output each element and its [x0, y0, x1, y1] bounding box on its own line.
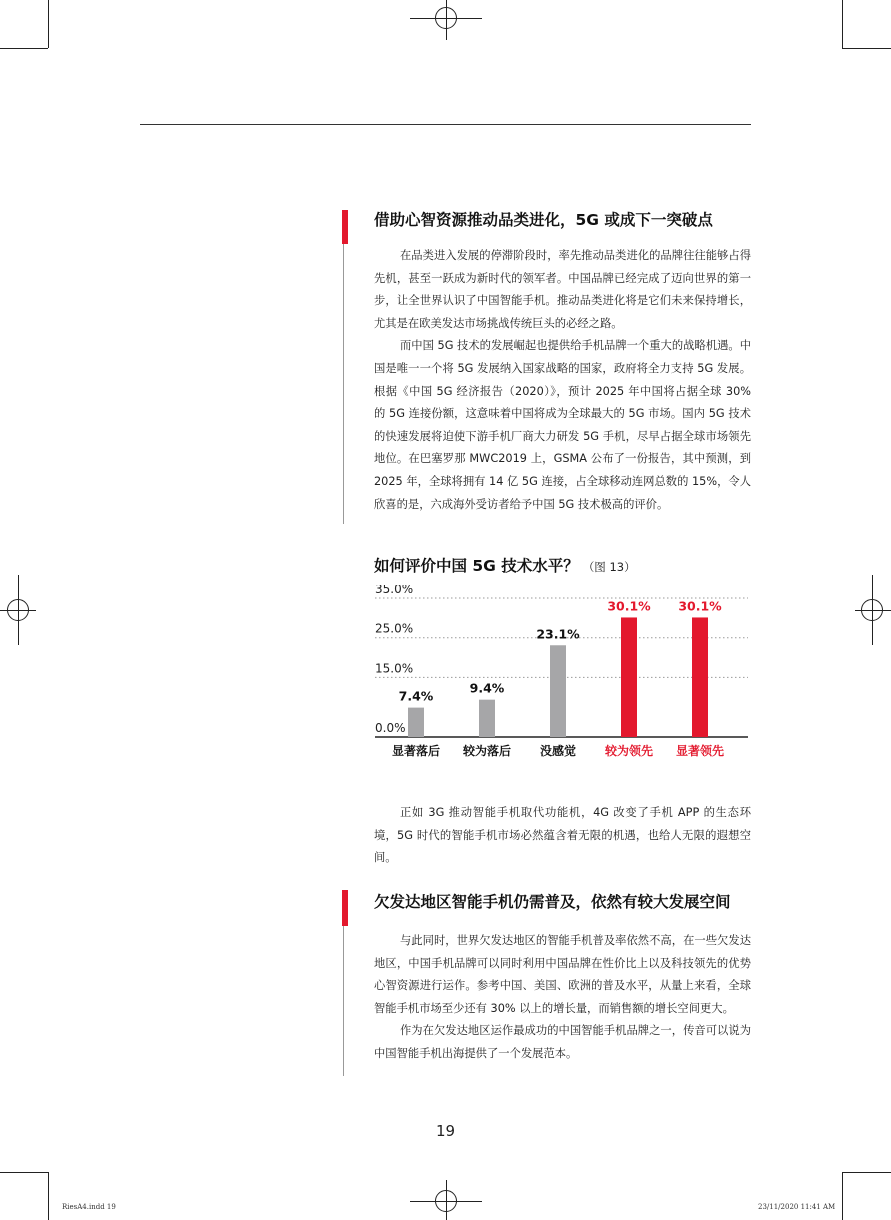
- y-tick-label: 15.0%: [375, 661, 414, 676]
- section2-heading: 欠发达地区智能手机仍需普及，依然有较大发展空间: [374, 893, 731, 911]
- section1-sidebar-line: [343, 210, 344, 524]
- section1-heading: 借助心智资源推动品类进化，5G 或成下一突破点: [374, 211, 713, 229]
- data-label: 7.4%: [398, 688, 434, 704]
- data-label: 30.1%: [607, 598, 651, 614]
- section2-body: [374, 930, 751, 1066]
- bar: [692, 617, 708, 737]
- y-tick-label: 0.0%: [375, 721, 406, 735]
- figure-number: （图 13）: [582, 560, 636, 574]
- bar: [479, 700, 495, 737]
- y-tick-label: 25.0%: [375, 621, 414, 636]
- page-number: 19: [435, 1122, 456, 1140]
- category-label: 显著落后: [391, 744, 441, 758]
- section1-paragraph-2: 而中国 5G 技术的发展崛起也提供给手机品牌一个重大的战略机遇。中国是唯一一个将 5G 发展纳入国家战略的国家，政府将全力支持 5G 发展。根据《中国 5G 经济报告（2020）》，预计 2025 年中国将占据全球 30% 的 5G 连接份额，这意味着中国将成为全球最大的 5G 市场。国内 5G 技术的快速发展将迫使下游手机厂商大力研发 5G 手机，尽早占据全球市场领先地位。在巴塞罗那 MWC2019 上，GSMA 公布了一份报告，其中预测，到 2025 年，全球将拥有 14 亿 5G 连接，占全球移动连网总数的 15%，令人欣喜的是，六成海外受访者给予中国 5G 技术极高的评价。: [374, 339, 751, 511]
- data-label: 23.1%: [536, 626, 580, 642]
- category-label: 较为领先: [604, 744, 654, 758]
- section1-paragraph-1: 在品类进入发展的停滞阶段时，率先推动品类进化的品牌往往能够占得先机，甚至一跃成为新时代的领军者。中国品牌已经完成了迈向世界的第一步，让全世界认识了中国智能手机。推动品类进化将是它们未来保持增长，尤其是在欧美发达市场挑战传统巨头的必经之路。: [374, 249, 751, 330]
- bar: [408, 708, 424, 737]
- section2-paragraph-1: 与此同时，世界欠发达地区的智能手机普及率依然不高，在一些欠发达地区，中国手机品牌可以同时利用中国品牌在性价比上以及科技领先的优势心智资源进行运作。参考中国、美国、欧洲的普及水平，从量上来看，全球智能手机市场至少还有 30% 以上的增长量，而销售额的增长空间更大。: [374, 934, 751, 1015]
- print-slug-left: RiesA4.indd 19: [62, 1203, 116, 1211]
- data-label: 30.1%: [678, 598, 722, 614]
- category-label: 显著领先: [675, 744, 725, 758]
- after-chart-paragraph: 正如 3G 推动智能手机取代功能机，4G 改变了手机 APP 的生态环境，5G 时代的智能手机市场必然蕴含着无限的机遇，也给人无限的遐想空间。: [374, 806, 751, 865]
- figure-title: [374, 554, 636, 576]
- y-tick-label: 35.0%: [375, 585, 414, 596]
- section1-body: [374, 245, 751, 516]
- bar: [550, 645, 566, 737]
- category-label: 较为落后: [462, 744, 512, 758]
- print-slug-right: 23/11/2020 11:41 AM: [758, 1203, 836, 1211]
- section2-paragraph-2: 作为在欠发达地区运作最成功的中国智能手机品牌之一，传音可以说为中国智能手机出海提供了一个发展范本。: [374, 1024, 751, 1060]
- section2-accent-bar: [342, 890, 348, 926]
- bar-chart: [370, 585, 750, 765]
- header-rule: [140, 124, 751, 125]
- bar: [621, 617, 637, 737]
- category-label: 没感觉: [539, 744, 577, 758]
- section1-accent-bar: [342, 210, 348, 244]
- figure-title-text: 如何评价中国 5G 技术水平？: [374, 557, 579, 575]
- data-label: 9.4%: [469, 680, 505, 696]
- after-chart-body: [374, 802, 751, 870]
